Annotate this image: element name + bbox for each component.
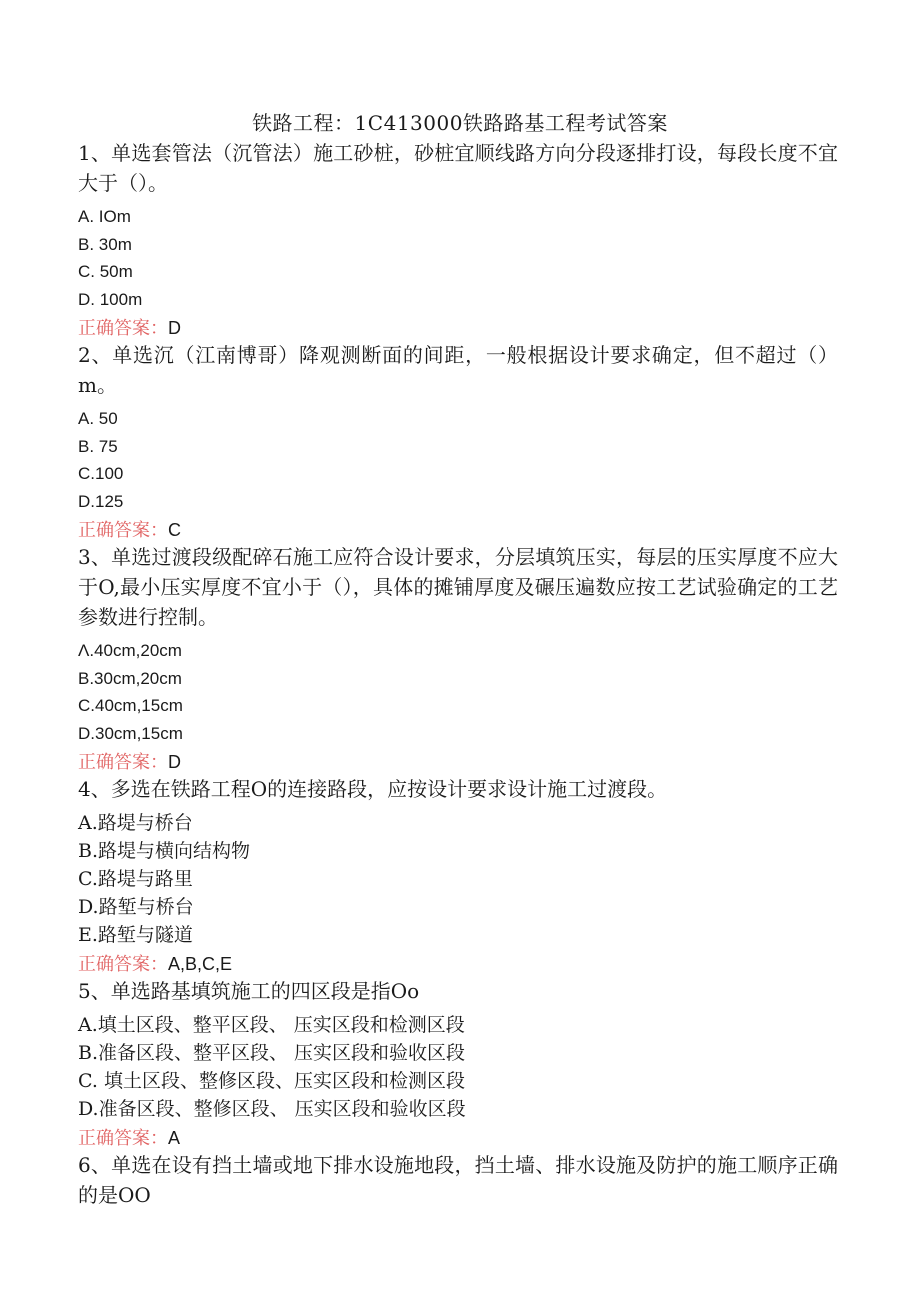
answer-option: B.准备区段、整平区段、 压实区段和验收区段 [78, 1042, 466, 1064]
correct-answer-label: 正确答案： [78, 1128, 168, 1149]
question-text: 3、单选过渡段级配碎石施工应符合设计要求，分层填筑压实，每层的压实厚度不应大于O,最小压实厚度不宜小于（），具体的摊铺厚度及碾压遍数应按工艺试验确定的工艺参数进行控制。 [78, 545, 838, 629]
answer-option: D.路堑与桥台 [78, 896, 194, 918]
question-text: 6、单选在设有挡土墙或地下排水设施地段，挡土墙、排水设施及防护的施工顺序正确的是OO [78, 1153, 838, 1207]
answer-option: A. IOm [78, 207, 131, 226]
correct-answer-value: D [168, 752, 181, 772]
answer-option: B. 75 [78, 436, 118, 456]
correct-answer-label: 正确答案： [78, 752, 168, 773]
correct-answer [78, 1126, 838, 1150]
answer-option: C.40cm,15cm [78, 696, 183, 715]
answer-option: D. 100m [78, 289, 143, 309]
answer-option: B.30cm,20cm [78, 668, 182, 688]
correct-answer-label: 正确答案： [78, 318, 168, 339]
question-text: 4、多选在铁路工程O的连接路段，应按设计要求设计施工过渡段。 [78, 777, 668, 801]
question-item [78, 542, 838, 774]
correct-answer-value: C [168, 520, 181, 540]
correct-answer [78, 316, 838, 340]
correct-answer [78, 750, 838, 774]
question-item [78, 138, 838, 340]
correct-answer-value: A,B,C,E [168, 954, 233, 974]
answer-option: D.准备区段、整修区段、 压实区段和验收区段 [78, 1098, 466, 1120]
correct-answer-value: A [168, 1128, 181, 1148]
answer-option: D.125 [78, 491, 124, 511]
question-item [78, 1150, 838, 1210]
document-title: 铁路工程：1C413000铁路路基工程考试答案 [252, 111, 668, 135]
correct-answer-label: 正确答案： [78, 520, 168, 541]
correct-answer [78, 518, 838, 542]
answer-option: C.100 [78, 464, 124, 483]
answer-option: D.30cm,15cm [78, 723, 183, 743]
answer-option: E.路堑与隧道 [78, 924, 193, 946]
correct-answer-value: D [168, 318, 181, 338]
answer-option: C.路堤与路里 [78, 868, 193, 890]
question-text: 5、单选路基填筑施工的四区段是指Oo [78, 979, 420, 1003]
answer-option: A. 50 [78, 409, 118, 428]
correct-answer [78, 952, 838, 976]
answer-option: A.填土区段、整平区段、 压实区段和检测区段 [78, 1014, 465, 1036]
question-text: 1、单选套管法（沉管法）施工砂桩，砂桩宜顺线路方向分段逐排打设，每段长度不宜大于（）。 [78, 141, 838, 195]
answer-option: B.路堤与横向结构物 [78, 840, 251, 862]
answer-option: Λ.40cm,20cm [78, 641, 182, 660]
answer-option: A.路堤与桥台 [78, 812, 193, 834]
answer-option: C. 填土区段、整修区段、压实区段和检测区段 [78, 1070, 465, 1092]
question-item [78, 774, 838, 976]
answer-option: C. 50m [78, 262, 133, 281]
question-list [78, 138, 838, 1215]
correct-answer-label: 正确答案： [78, 954, 168, 975]
question-text: 2、单选沉（江南博哥）降观测断面的间距，一般根据设计要求确定，但不超过（）m。 [78, 343, 838, 397]
question-item [78, 976, 838, 1150]
answer-option: B. 30m [78, 234, 132, 254]
question-item [78, 340, 838, 542]
